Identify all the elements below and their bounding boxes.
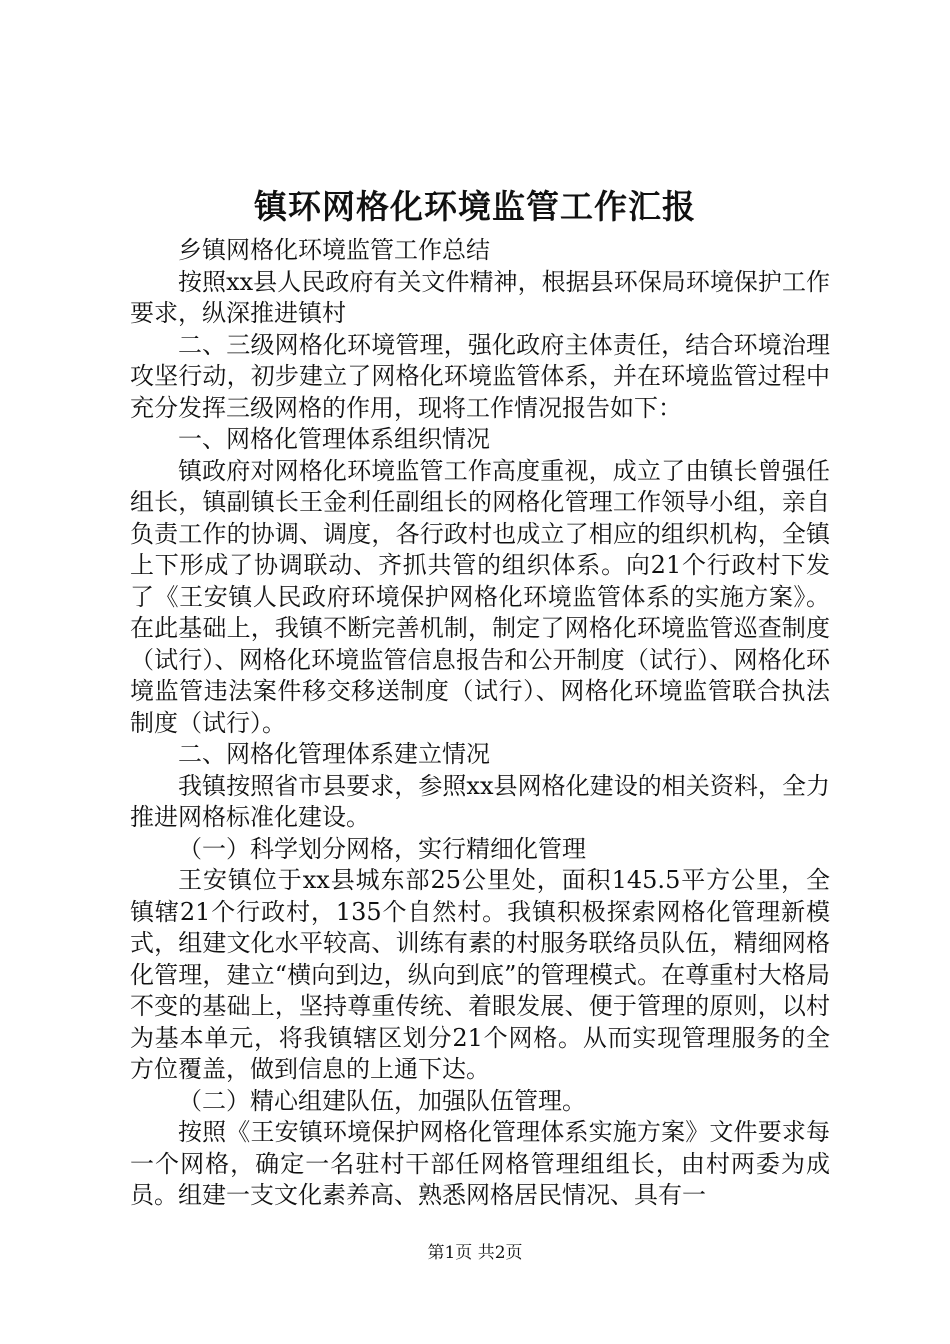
paragraph: 王安镇位于xx县城东部25公里处，面积145.5平方公里，全镇辖21个行政村，135个自然村。我镇积极探索网格化管理新模式，组建文化水平较高、训练有素的村服务联络员队伍，精细网格化管理，建立“横向到边，纵向到底”的管理模式。在尊重村大格局不变的基础上，坚持尊重传统、着眼发展、便于管理的原则，以村为基本单元，将我镇辖区划分21个网格。从而实现管理服务的全方位覆盖，做到信息的上通下达。 [130,866,830,1083]
subsection-heading: （二）精心组建队伍，加强队伍管理。 [178,1086,586,1115]
paragraph: 我镇按照省市县要求，参照xx县网格化建设的相关资料，全力推进网格标准化建设。 [130,771,830,831]
paragraph: 镇政府对网格化环境监管工作高度重视，成立了由镇长曾强任组长，镇副镇长王金利任副组长的网格化管理工作领导小组，亲自负责工作的协调、调度，各行政村也成立了相应的组织机构，全镇上下形成了协调联动、齐抓共管的组织体系。向21个行政村下发了《王安镇人民政府环境保护网格化环境监管体系的实施方案》。在此基础上，我镇不断完善机制，制定了网格化环境监管巡查制度（试行）、网格化环境监管信息报告和公开制度（试行）、网格化环境监管违法案件移交移送制度（试行）、网格化环境监管联合执法制度（试行）。 [130,456,830,737]
paragraph: 按照《王安镇环境保护网格化管理体系实施方案》文件要求每一个网格，确定一名驻村干部任网格管理组组长，由村两委为成员。组建一支文化素养高、熟悉网格居民情况、具有一 [130,1118,830,1209]
section-heading: 二、网格化管理体系建立情况 [178,740,490,768]
section-heading: 一、网格化管理体系组织情况 [178,425,490,453]
paragraph-subtitle: 乡镇网格化环境监管工作总结 [178,236,490,264]
page-number-footer: 第1页 共2页 [427,1243,523,1263]
paragraph: 二、三级网格化环境管理，强化政府主体责任，结合环境治理攻坚行动，初步建立了网格化环境监管体系，并在环境监管过程中充分发挥三级网格的作用，现将工作情况报告如下： [130,330,830,422]
document-body [130,235,830,1212]
subsection-heading: （一）科学划分网格，实行精细化管理 [178,834,586,863]
paragraph: 按照xx县人民政府有关文件精神，根据县环保局环境保护工作要求，纵深推进镇村 [130,267,830,327]
document-title: 镇环网格化环境监管工作汇报 [254,187,696,226]
